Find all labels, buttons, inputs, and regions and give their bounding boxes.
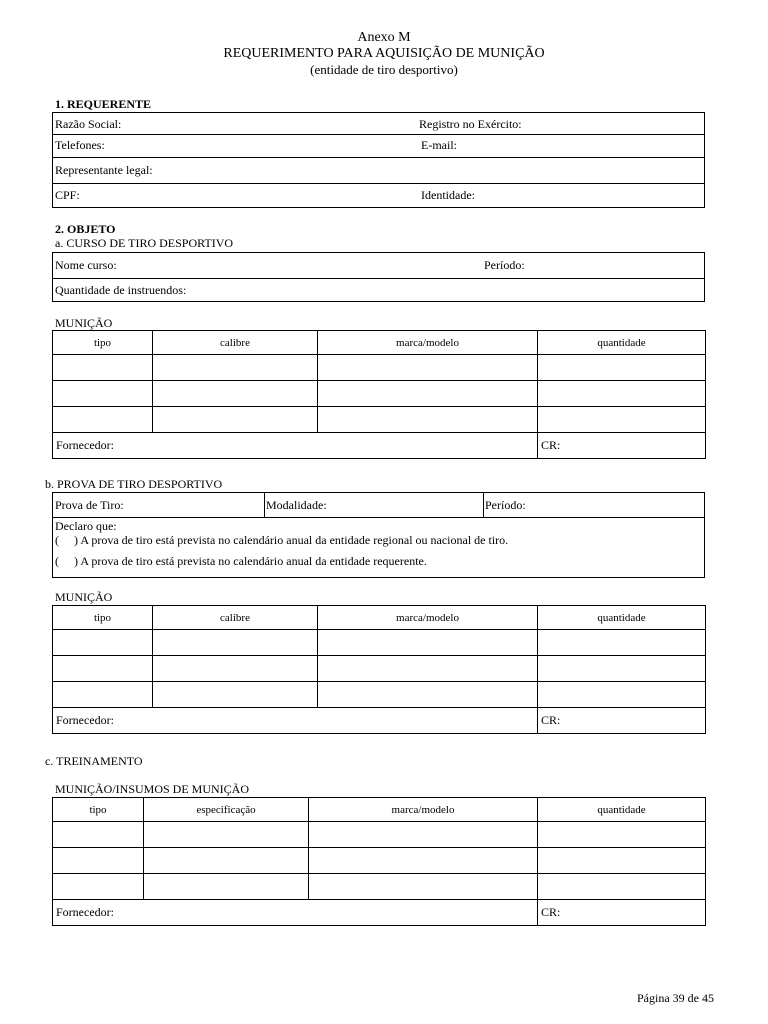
table-cell xyxy=(309,822,538,848)
table-cell xyxy=(318,407,538,433)
table-header-row xyxy=(53,331,706,355)
column-header: calibre xyxy=(153,606,318,630)
document-header xyxy=(0,30,768,78)
column-header: calibre xyxy=(153,331,318,355)
table-row xyxy=(53,848,706,874)
table-cell xyxy=(538,874,706,900)
table-cell xyxy=(53,381,153,407)
table-cell xyxy=(538,848,706,874)
table-row xyxy=(53,407,706,433)
declaracao-opcao-regional: ( ) A prova de tiro está prevista no calendário anual da entidade regional ou nacional de tiro. xyxy=(55,533,509,547)
table-header-row xyxy=(53,798,706,822)
column-header: especificação xyxy=(144,798,309,822)
table-cell xyxy=(538,407,706,433)
fornecedor-field: Fornecedor: xyxy=(53,708,538,734)
column-header: quantidade xyxy=(538,331,706,355)
page-number: Página 39 de 45 xyxy=(637,991,714,1005)
cpf-field: CPF: xyxy=(55,188,80,202)
table-row xyxy=(53,381,706,407)
column-header: quantidade xyxy=(538,606,706,630)
municao-prova-table xyxy=(52,605,706,734)
table-cell xyxy=(538,355,706,381)
table-cell xyxy=(153,682,318,708)
column-header: quantidade xyxy=(538,798,706,822)
table-cell xyxy=(53,874,144,900)
municao-curso-title: MUNIÇÃO xyxy=(55,316,113,330)
table-row xyxy=(53,630,706,656)
column-header: marca/modelo xyxy=(318,331,538,355)
table-cell xyxy=(144,874,309,900)
municao-curso-table xyxy=(52,330,706,459)
identidade-field: Identidade: xyxy=(421,188,475,202)
cr-field: CR: xyxy=(538,900,706,926)
column-header: marca/modelo xyxy=(318,606,538,630)
fornecedor-field: Fornecedor: xyxy=(53,900,538,926)
municao-insumos-title: MUNIÇÃO/INSUMOS DE MUNIÇÃO xyxy=(55,782,250,796)
requerente-box xyxy=(52,112,705,208)
table-cell xyxy=(538,630,706,656)
municao-prova-title: MUNIÇÃO xyxy=(55,590,113,604)
fornecedor-row xyxy=(53,900,706,926)
table-row xyxy=(53,656,706,682)
representante-legal-field: Representante legal: xyxy=(55,163,153,177)
column-header: tipo xyxy=(53,606,153,630)
table-cell xyxy=(318,630,538,656)
table-cell xyxy=(53,355,153,381)
table-cell xyxy=(144,848,309,874)
table-cell xyxy=(153,355,318,381)
table-row xyxy=(53,355,706,381)
annex-label: Anexo M xyxy=(357,30,411,45)
periodo-curso-field: Período: xyxy=(484,258,525,272)
prova-box xyxy=(52,492,705,578)
nome-curso-field: Nome curso: xyxy=(55,258,117,272)
table-cell xyxy=(318,355,538,381)
curso-tiro-title: a. CURSO DE TIRO DESPORTIVO xyxy=(55,236,234,250)
table-cell xyxy=(153,656,318,682)
table-cell xyxy=(53,822,144,848)
table-row xyxy=(53,874,706,900)
prova-tiro-field: Prova de Tiro: xyxy=(55,498,124,512)
telefones-field: Telefones: xyxy=(55,138,105,152)
razao-social-field: Razão Social: xyxy=(55,117,122,131)
table-cell xyxy=(538,656,706,682)
column-header: tipo xyxy=(53,798,144,822)
table-cell xyxy=(153,407,318,433)
declaro-label: Declaro que: xyxy=(55,519,117,533)
table-cell xyxy=(309,848,538,874)
table-row xyxy=(53,682,706,708)
table-cell xyxy=(144,822,309,848)
table-cell xyxy=(53,630,153,656)
curso-box xyxy=(52,252,705,302)
periodo-prova-field: Período: xyxy=(485,498,526,512)
table-cell xyxy=(538,381,706,407)
document-subtitle: (entidade de tiro desportivo) xyxy=(310,62,458,77)
table-cell xyxy=(538,822,706,848)
table-cell xyxy=(318,656,538,682)
modalidade-field: Modalidade: xyxy=(266,498,327,512)
column-header: tipo xyxy=(53,331,153,355)
email-field: E-mail: xyxy=(421,138,457,152)
section-requerente-title: 1. REQUERENTE xyxy=(55,97,152,111)
prova-tiro-title: b. PROVA DE TIRO DESPORTIVO xyxy=(45,477,223,491)
section-objeto-title: 2. OBJETO xyxy=(55,222,116,236)
declaracao-opcao-requerente: ( ) A prova de tiro está prevista no calendário anual da entidade requerente. xyxy=(55,554,427,568)
table-cell xyxy=(53,407,153,433)
table-cell xyxy=(53,656,153,682)
fornecedor-row xyxy=(53,708,706,734)
table-row xyxy=(53,822,706,848)
table-cell xyxy=(309,874,538,900)
table-cell xyxy=(318,682,538,708)
municao-treinamento-table xyxy=(52,797,706,926)
registro-exercito-field: Registro no Exército: xyxy=(419,117,522,131)
column-header: marca/modelo xyxy=(309,798,538,822)
cr-field: CR: xyxy=(538,433,706,459)
treinamento-title: c. TREINAMENTO xyxy=(45,754,143,768)
fornecedor-row xyxy=(53,433,706,459)
table-cell xyxy=(53,682,153,708)
table-cell xyxy=(153,381,318,407)
quantidade-instruendos-field: Quantidade de instruendos: xyxy=(55,283,187,297)
table-cell xyxy=(318,381,538,407)
table-header-row xyxy=(53,606,706,630)
table-cell xyxy=(153,630,318,656)
fornecedor-field: Fornecedor: xyxy=(53,433,538,459)
table-cell xyxy=(53,848,144,874)
table-cell xyxy=(538,682,706,708)
document-title: REQUERIMENTO PARA AQUISIÇÃO DE MUNIÇÃO xyxy=(223,46,545,61)
cr-field: CR: xyxy=(538,708,706,734)
